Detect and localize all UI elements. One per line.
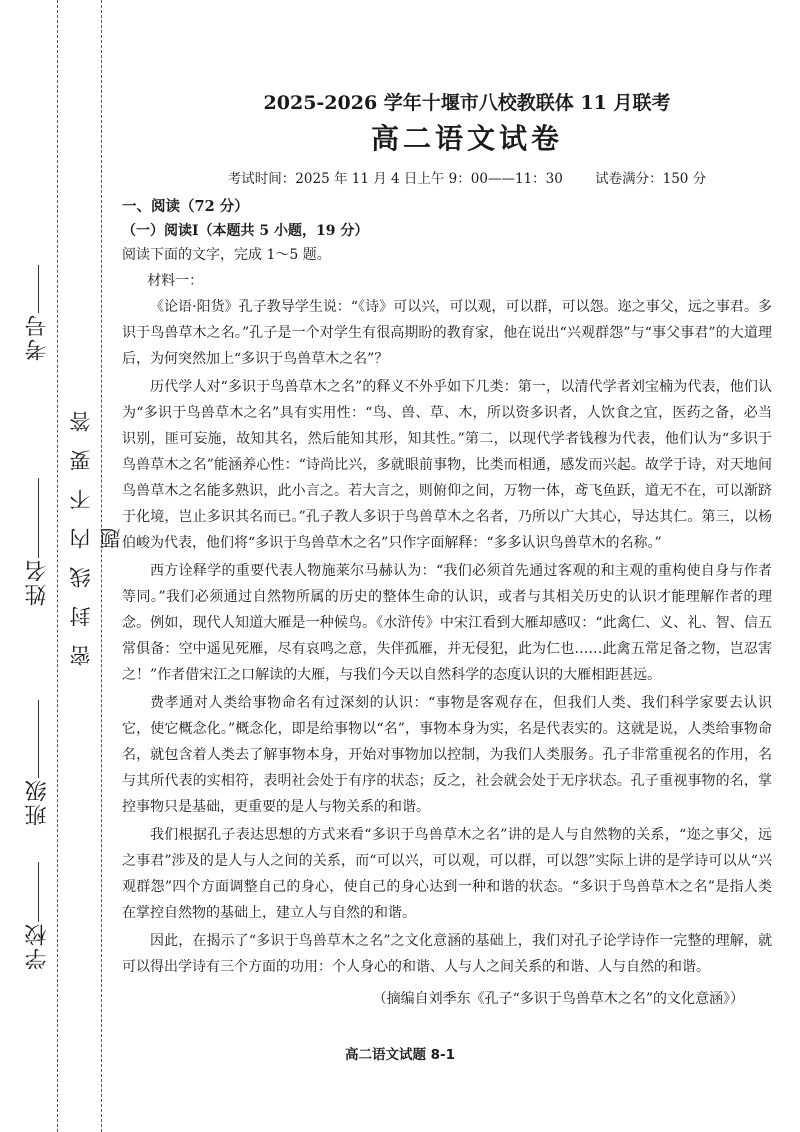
instruction: 阅读下面的文字，完成 1～5 题。 <box>122 247 331 263</box>
paper-title: 高二语文试卷 <box>370 122 563 155</box>
school-underline <box>38 862 39 922</box>
class-label: 班级 <box>24 778 50 826</box>
school-label: 学校 <box>24 922 50 970</box>
name-underline <box>38 478 39 558</box>
passage-paragraph: 《论语·阳货》孔子教导学生说：“《诗》可以兴，可以观，可以群，可以怨。迩之事父，远之事君。多识于鸟兽草木之名。”孔子是一个对学生有很高期盼的教育家，他在说出“兴观群怨”与“事父事君”的大道理后，为何突然加上“多识于鸟兽草木之名”？ <box>122 299 772 367</box>
passage <box>122 294 772 980</box>
exam-meta <box>162 167 772 187</box>
class-field <box>16 700 58 826</box>
seal-warning: 密封线内不要答题 <box>69 393 123 667</box>
seal-line-outer <box>101 0 102 1132</box>
section-title: 一、阅读（72 分） <box>122 198 249 215</box>
exam-content <box>122 88 772 1008</box>
passage-paragraph: 历代学人对“多识于鸟兽草木之名”的释义不外乎如下几类：第一，以清代学者刘宝楠为代表，他们认为“多识于鸟兽草木之名”具有实用性：“鸟、兽、草、木，所以资多识者，人饮食之宜，医药之备，必当识别，匪可妄施，故知其名，然后能知其形，知其性。”第二，以现代学者钱穆为代表，他们认为“多识于鸟兽草木之名”能涵养心性：“诗尚比兴，多就眼前事物，比类而相通，感发而兴起。故学于诗，对天地间鸟兽草木之名能多熟识，此小言之。若大言之，则俯仰之间，万物一体，鸢飞鱼跃，道无不在，可以渐跻于化境，岂止多识其名而已。”孔子教人多识于鸟兽草木之名者，乃所以广大其心，导达其仁。第三，以杨伯峻为代表，他们将“多识于鸟兽草木之名”只作字面解释：“多多认识鸟兽草木的名称。” <box>122 379 772 551</box>
passage-paragraph: 因此，在揭示了“多识于鸟兽草木之名”之文化意涵的基础上，我们对孔子论学诗作一完整的理解，就可以得出学诗有三个方面的功用：个人身心的和谐、人与人之间关系的和谐、人与自然的和谐。 <box>122 933 772 975</box>
page-footer: 高二语文试题 8-1 <box>344 1047 456 1063</box>
exam-no-field <box>16 265 58 361</box>
exam-no-underline <box>38 265 39 313</box>
full-score: 试卷满分：150 分 <box>595 171 707 187</box>
passage-paragraph: 费孝通对人类给事物命名有过深刻的认识：“事物是客观存在，但我们人类、我们科学家要去认识它，使它概念化。”概念化，即是给事物以“名”，事物本身为实，名是代表实的。这就是说，人类给事物命名，就包含着人类去了解事物本身，开始对事物加以控制，为我们人类服务。孔子非常重视名的作用，名与其所代表的实相符，表明社会处于有序的状态；反之，社会就会处于无序状态。孔子重视事物的名，掌控事物只是基础，更重要的是人与物关系的和谐。 <box>122 695 772 815</box>
passage-source: （摘编自刘季东《孔子“多识于鸟兽草木之名”的文化意涵》） <box>372 991 744 1007</box>
name-field <box>16 478 58 606</box>
school-field <box>16 862 58 970</box>
class-underline <box>38 700 39 778</box>
subsection-title: （一）阅读I（本题共 5 小题，19 分） <box>122 223 369 239</box>
exam-no-label: 考号 <box>24 313 50 361</box>
name-label: 姓名 <box>24 558 50 606</box>
passage-paragraph: 我们根据孔子表达思想的方式来看“多识于鸟兽草木之名”讲的是人与自然物的关系，“迩之事父，远之事君”涉及的是人与人之间的关系，而“可以兴，可以观，可以群，可以怨”实际上讲的是学诗可以从“兴观群怨”四个方面调整自己的身心，使自己的身心达到一种和谐的状态。“多识于鸟兽草木之名”是指人类在掌控自然物的基础上，建立人与自然的和谐。 <box>122 827 772 921</box>
exam-time: 考试时间：2025 年 11 月 4 日上午 9：00——11：30 <box>227 171 563 187</box>
exam-name: 2025-2026 学年十堰市八校教联体 11 月联考 <box>263 92 671 114</box>
passage-paragraph: 西方诠释学的重要代表人物施莱尔马赫认为：“我们必须首先通过客观的和主观的重构使自身与作者等同。”我们必须通过自然物所属的历史的整体生命的认识，或者与其相关历史的认识才能理解作者的理念。例如，现代人知道大雁是一种候鸟。《水浒传》中宋江看到大雁却感叹：“此禽仁、义、礼、智、信五常俱备：空中遥见死雁，尽有哀鸣之意，失伴孤雁，并无侵犯，此为仁也……此禽五常足备之物，岂忍害之！”作者借宋江之口解读的大雁，与我们今天以自然科学的态度认识的大雁相距甚远。 <box>122 563 772 683</box>
binding-margin <box>0 0 123 1132</box>
material-label: 材料一： <box>147 273 204 289</box>
